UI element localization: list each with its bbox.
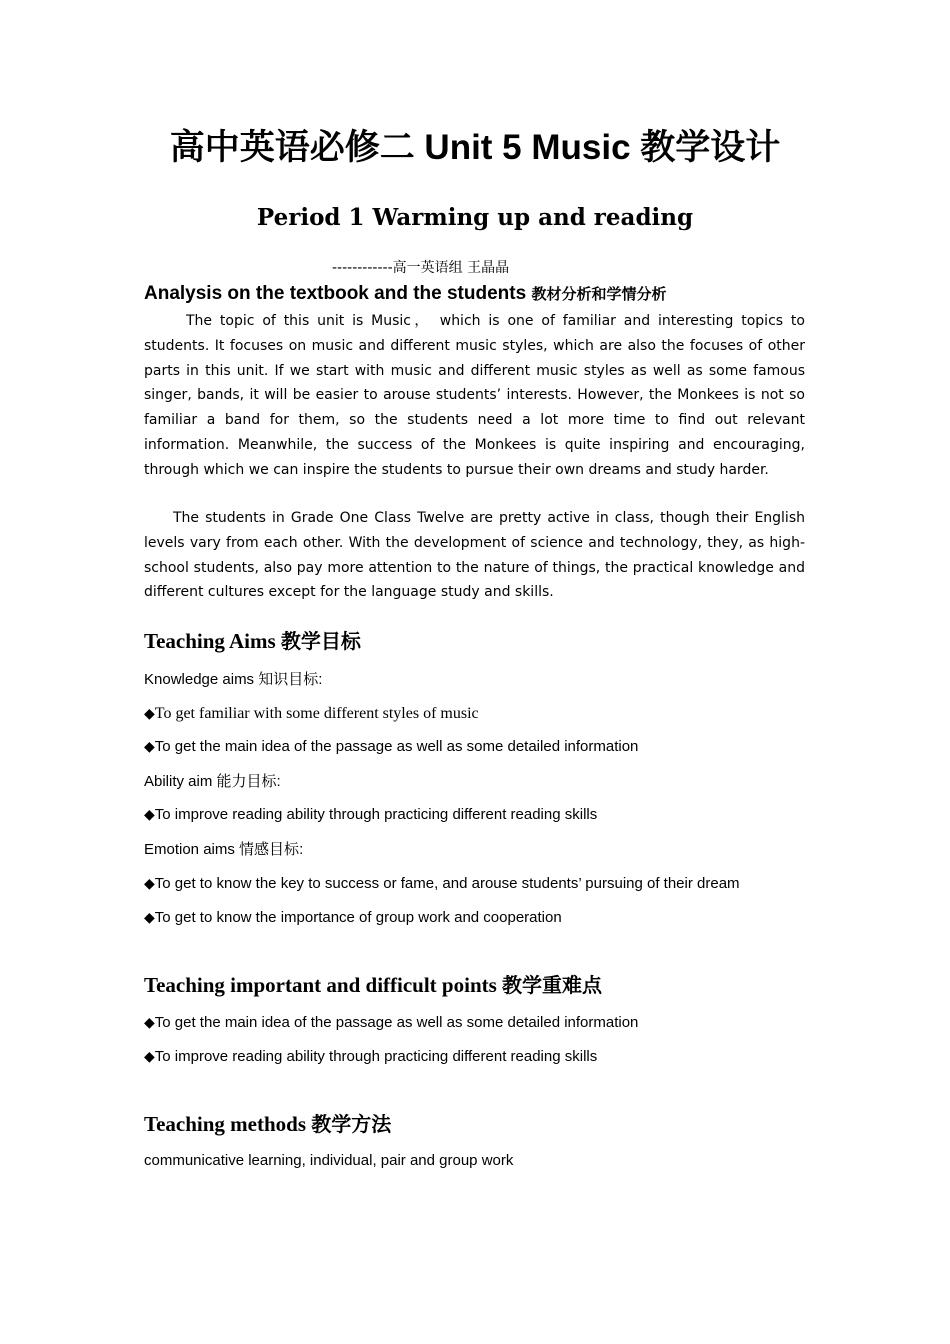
diamond-bullet-icon: ◆ (144, 706, 155, 722)
list-item-text: To improve reading ability through practicing different reading skills (154, 806, 598, 823)
document-subtitle: Period 1 Warming up and reading (256, 204, 694, 231)
author-line: ------------高一英语组 王晶晶 (332, 260, 510, 276)
emotion-aims-label-cn: 情感目标 (239, 840, 300, 858)
list-item-text: To get to know the importance of group work and cooperation (154, 909, 562, 926)
list-item-text: To get the main idea of the passage as well as some detailed information (154, 1014, 639, 1031)
teaching-methods-heading-en: Teaching methods (144, 1112, 307, 1136)
teaching-aims-heading-en: Teaching Aims (144, 629, 276, 653)
diamond-bullet-icon: ◆ (144, 1049, 155, 1065)
teaching-aims-heading-cn: 教学目标 (280, 629, 361, 653)
analysis-paragraph-1: The topic of this unit is Music， which is one of familiar and interesting topics to students. It focuses on music and different music styles, which are also the focuses of other parts in this unit. If we start with music and different music styles as well as some famous singer, bands, it will be easier to arouse students’ interests. However, the Monkees is not so familiar a band for them, so the students need a lot more time to find out relevant information. Meanwhile, the success of the Monkees is quite inspiring and encouraging, through which we can inspire the students to pursue their own dreams and study harder. (144, 313, 805, 478)
diamond-bullet-icon: ◆ (144, 807, 155, 823)
document-title: 高中英语必修二 Unit 5 Music 教学设计 (169, 128, 781, 167)
analysis-paragraph-2: The students in Grade One Class Twelve are pretty active in class, though their English levels vary from each other. With the development of science and technology, they, as high-school students, also pay more attention to the nature of things, the practical knowledge and different cultures except for the language study and skills. (144, 510, 805, 601)
key-points-heading-cn: 教学重难点 (502, 973, 603, 997)
list-item (144, 736, 638, 758)
ability-aim-label: Ability aim 能力目标: (144, 772, 281, 790)
ability-aim-label-en: Ability aim (144, 773, 213, 790)
knowledge-aims-label: Knowledge aims 知识目标: (144, 670, 323, 688)
knowledge-aims-label-en: Knowledge aims (144, 671, 255, 688)
teaching-aims-heading (144, 627, 361, 655)
ability-aim-label-cn: 能力目标 (216, 772, 277, 790)
list-item-text: To get to know the key to success or fame, and arouse students’ pursuing of their dream (154, 875, 740, 892)
teaching-methods-heading (144, 1110, 391, 1138)
list-item-text: To get familiar with some different styles of music (154, 705, 479, 722)
list-item (144, 907, 562, 929)
emotion-aims-label-en: Emotion aims (144, 841, 235, 858)
list-item (144, 1046, 597, 1068)
teaching-methods-heading-cn: 教学方法 (311, 1112, 392, 1136)
analysis-heading (144, 281, 666, 308)
knowledge-aims-label-cn: 知识目标 (258, 670, 319, 688)
analysis-heading-cn: 教材分析和学情分析 (531, 286, 667, 303)
list-item (144, 873, 740, 895)
key-points-heading (144, 971, 602, 999)
analysis-heading-en: Analysis on the textbook and the students (144, 283, 527, 304)
list-item (144, 1012, 638, 1034)
list-item (144, 703, 479, 725)
diamond-bullet-icon: ◆ (144, 910, 155, 926)
list-item-text: To improve reading ability through practicing different reading skills (154, 1048, 598, 1065)
list-item (144, 804, 597, 826)
diamond-bullet-icon: ◆ (144, 739, 155, 755)
key-points-heading-en: Teaching important and difficult points (144, 973, 497, 997)
list-item-text: To get the main idea of the passage as well as some detailed information (154, 738, 639, 755)
diamond-bullet-icon: ◆ (144, 1015, 155, 1031)
emotion-aims-label: Emotion aims 情感目标: (144, 840, 304, 858)
diamond-bullet-icon: ◆ (144, 876, 155, 892)
teaching-methods-text: communicative learning, individual, pair and group work (144, 1152, 514, 1169)
